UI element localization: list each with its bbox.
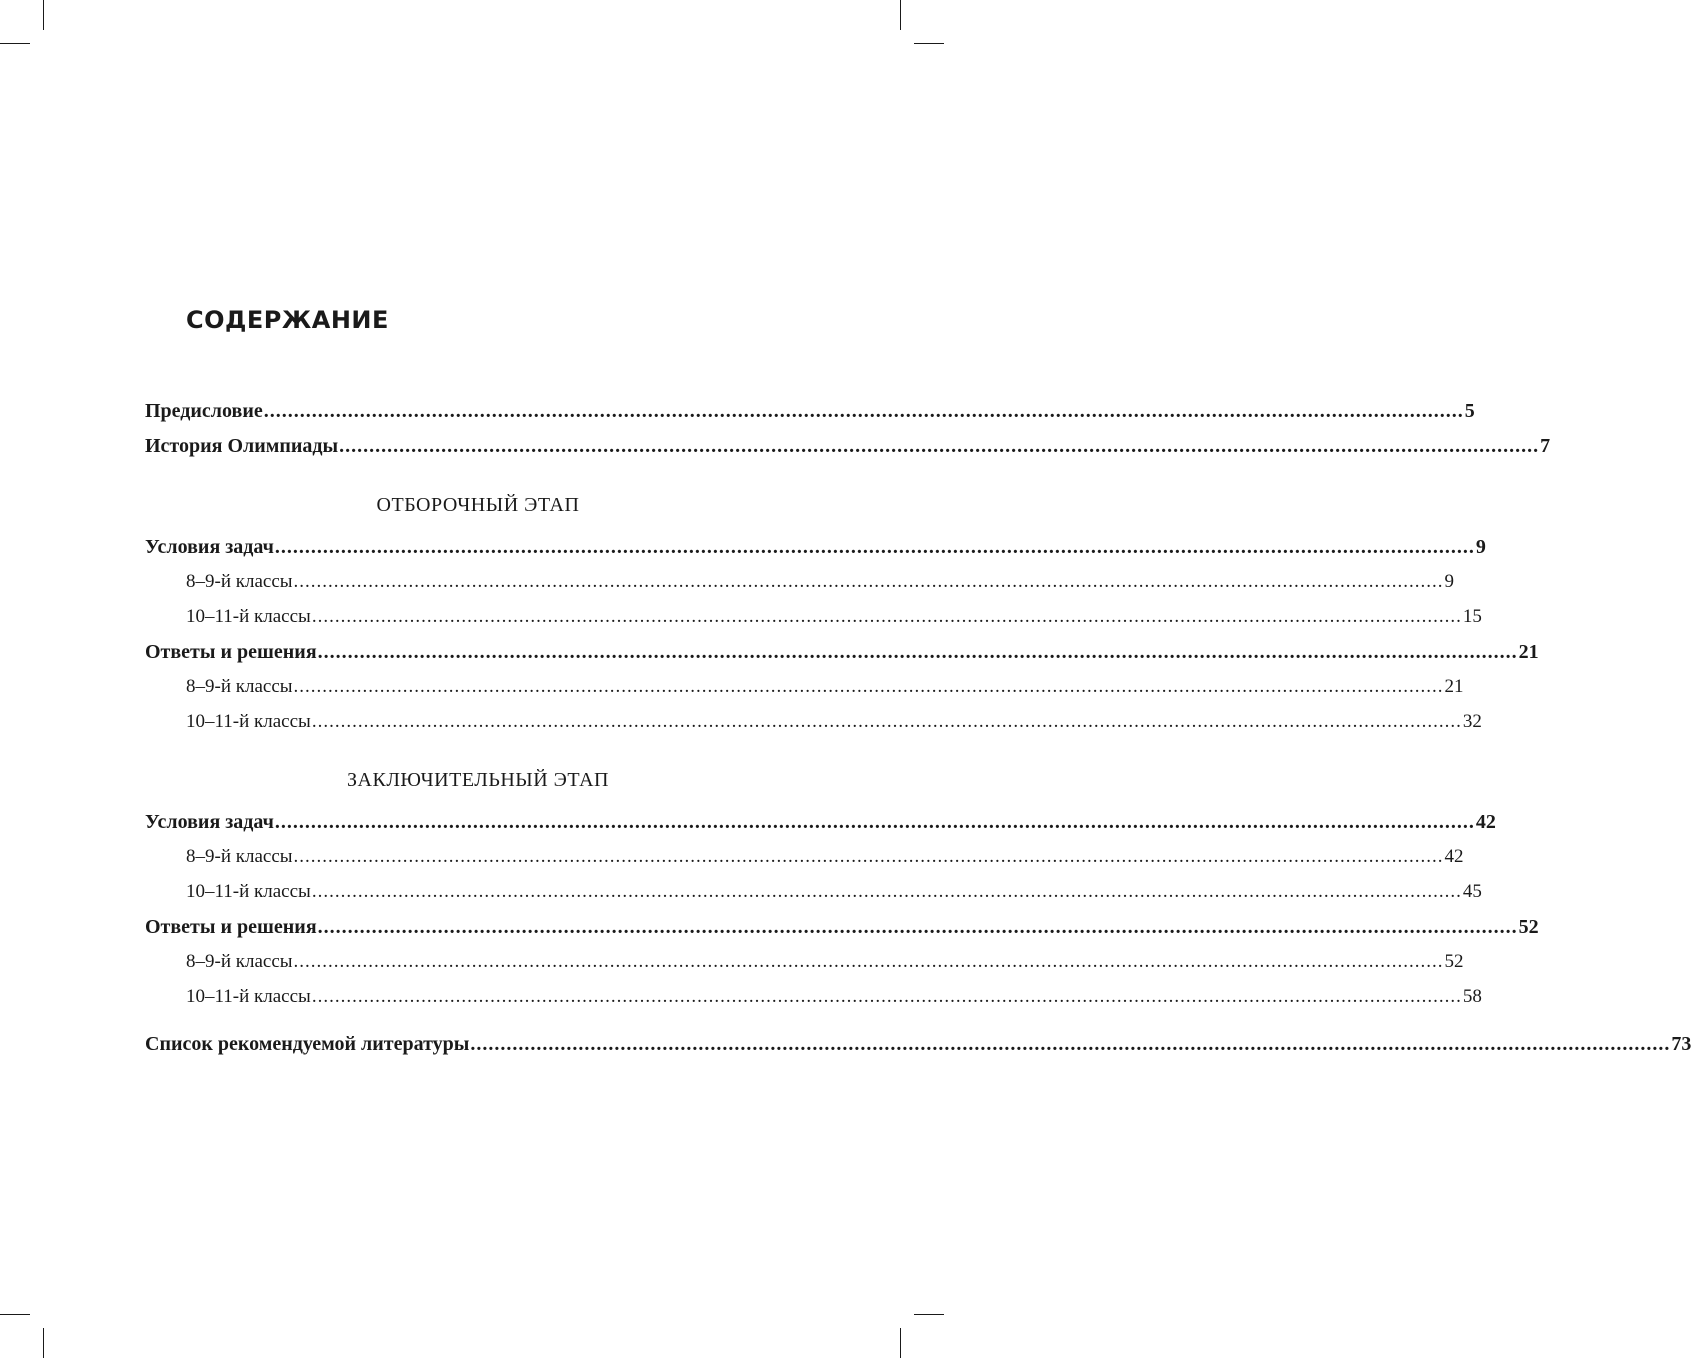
dot-leader: ........................................................................................................................................................................................................ — [263, 400, 1464, 422]
dot-leader: ........................................................................................................................................................................................................ — [274, 811, 1475, 833]
toc-entry-page: 21 — [1518, 641, 1539, 663]
dot-leader: ........................................................................................................................................................................................................ — [317, 916, 1518, 938]
toc-entry[interactable] — [145, 534, 1486, 560]
crop-mark — [914, 43, 944, 44]
toc-entry-page: 15 — [1462, 606, 1482, 627]
dot-leader: ........................................................................................................................................................................................................ — [293, 951, 1444, 972]
toc-subentry[interactable] — [186, 879, 1482, 905]
toc-subentry[interactable] — [186, 674, 1464, 700]
dot-leader: ........................................................................................................................................................................................................ — [317, 641, 1518, 663]
toc-subentry[interactable] — [186, 709, 1482, 735]
dot-leader: ........................................................................................................................................................................................................ — [339, 435, 1540, 457]
toc-entry-page: 32 — [1462, 711, 1482, 732]
toc-entry-label: Условия задач — [145, 536, 274, 558]
toc-entry-page: 73 — [1671, 1033, 1691, 1055]
dot-leader: ........................................................................................................................................................................................................ — [311, 606, 1462, 627]
toc-entry-label: 8–9-й классы — [186, 676, 293, 697]
toc-subentry[interactable] — [186, 984, 1482, 1010]
toc-entry[interactable] — [145, 398, 1475, 424]
toc-entry-label: 8–9-й классы — [186, 951, 293, 972]
toc-entry-page: 9 — [1475, 536, 1486, 558]
toc-entry[interactable] — [145, 1031, 1691, 1057]
section-title: ЗАКЛЮЧИТЕЛЬНЫЙ ЭТАП — [347, 769, 609, 791]
toc-entry-page: 21 — [1444, 676, 1464, 697]
toc-subentry[interactable] — [186, 604, 1482, 630]
toc-entry-page: 42 — [1475, 811, 1496, 833]
toc-entry-page: 7 — [1540, 435, 1551, 457]
crop-mark — [900, 0, 901, 30]
toc-entry-label: 8–9-й классы — [186, 846, 293, 867]
toc-entry-page: 58 — [1462, 986, 1482, 1007]
toc-entry-label: 8–9-й классы — [186, 571, 293, 592]
toc-entry[interactable] — [145, 914, 1539, 940]
toc-entry-page: 5 — [1464, 400, 1475, 422]
dot-leader: ........................................................................................................................................................................................................ — [311, 881, 1462, 902]
dot-leader: ........................................................................................................................................................................................................ — [311, 711, 1462, 732]
dot-leader: ........................................................................................................................................................................................................ — [311, 986, 1462, 1007]
toc-entry-page: 52 — [1518, 916, 1539, 938]
toc-subentry[interactable] — [186, 569, 1455, 595]
crop-mark — [0, 43, 30, 44]
page-title: СОДЕРЖАНИЕ — [186, 306, 389, 334]
toc-entry[interactable] — [145, 809, 1496, 835]
toc-entry-label: 10–11-й классы — [186, 711, 311, 732]
toc-entry-page: 9 — [1444, 571, 1455, 592]
crop-mark — [43, 1328, 44, 1358]
toc-subentry[interactable] — [186, 844, 1464, 870]
dot-leader: ........................................................................................................................................................................................................ — [274, 536, 1475, 558]
toc-entry[interactable] — [145, 639, 1539, 665]
toc-entry-label: Условия задач — [145, 811, 274, 833]
toc-entry-label: Ответы и решения — [145, 916, 317, 938]
toc-entry-label: 10–11-й классы — [186, 881, 311, 902]
dot-leader: ........................................................................................................................................................................................................ — [293, 571, 1444, 592]
toc-entry-label: 10–11-й классы — [186, 606, 311, 627]
toc-entry[interactable] — [145, 433, 1551, 459]
toc-entry-page: 52 — [1444, 951, 1464, 972]
toc-entry-label: История Олимпиады — [145, 435, 339, 457]
toc-entry-page: 42 — [1444, 846, 1464, 867]
crop-mark — [900, 1328, 901, 1358]
toc-entry-label: Предисловие — [145, 400, 263, 422]
toc-entry-label: Ответы и решения — [145, 641, 317, 663]
dot-leader: ........................................................................................................................................................................................................ — [293, 846, 1444, 867]
dot-leader: ........................................................................................................................................................................................................ — [470, 1033, 1671, 1055]
toc-entry-label: Список рекомендуемой литературы — [145, 1033, 470, 1055]
toc-subentry[interactable] — [186, 949, 1464, 975]
toc-entry-label: 10–11-й классы — [186, 986, 311, 1007]
dot-leader: ........................................................................................................................................................................................................ — [293, 676, 1444, 697]
section-title: ОТБОРОЧНЫЙ ЭТАП — [376, 494, 580, 516]
crop-mark — [43, 0, 44, 30]
toc-entry-page: 45 — [1462, 881, 1482, 902]
crop-mark — [0, 1314, 30, 1315]
crop-mark — [914, 1314, 944, 1315]
